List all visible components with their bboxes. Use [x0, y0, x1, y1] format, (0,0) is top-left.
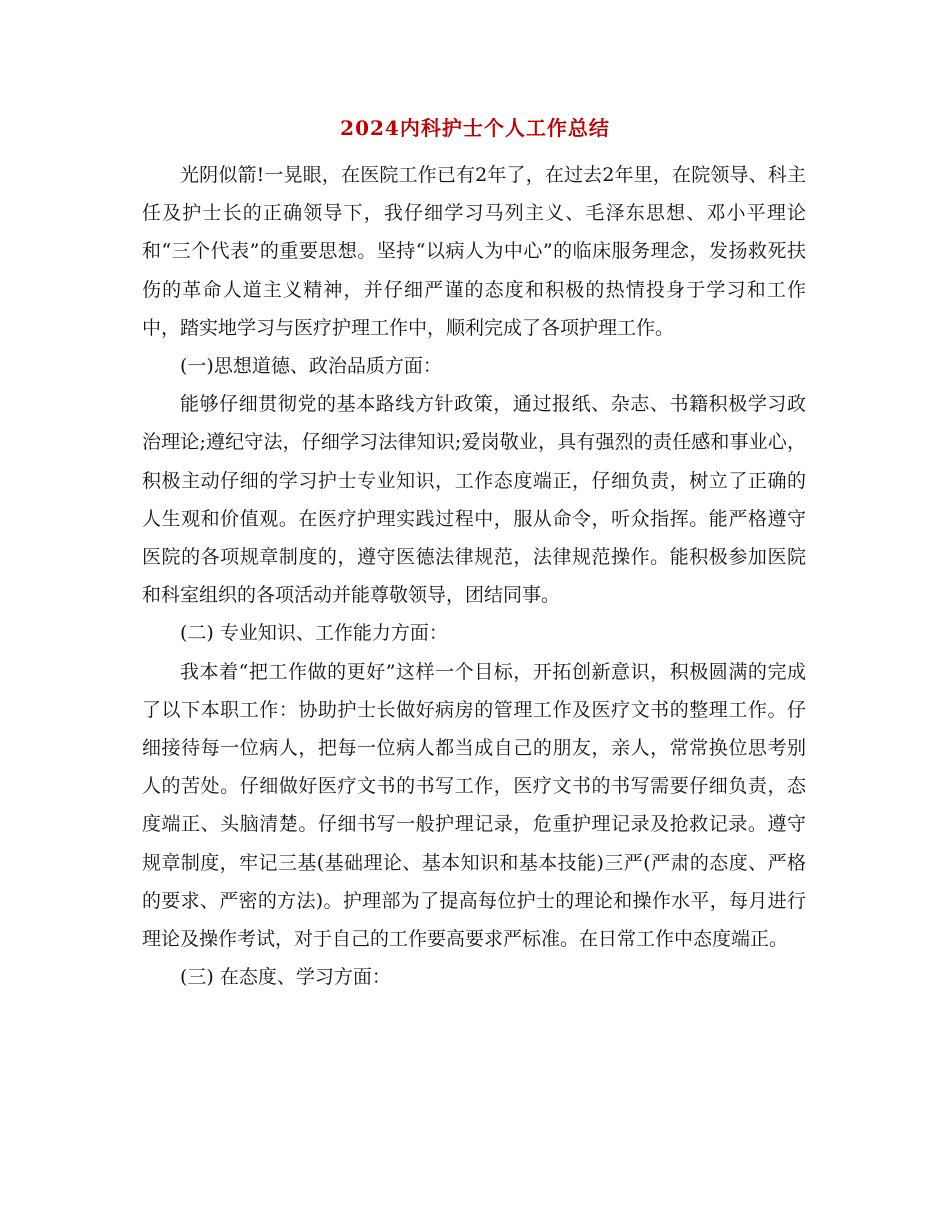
- section-heading-2: (二) 专业知识、工作能力方面：: [180, 622, 448, 645]
- section-heading-3: (三) 在态度、学习方面：: [180, 966, 391, 989]
- document-body: [142, 156, 806, 996]
- paragraph-section-2: 我本着“把工作做的更好”这样一个目标，开拓创新意识，积极圆满的完成了以下本职工作：协助护士长做好病房的管理工作及医疗文书的整理工作。仔细接待每一位病人，把每一位病人都当成自己的朋友，亲人，常常换位思考别人的苦处。仔细做好医疗文书的书写工作，医疗文书的书写需要仔细负责，态度端正、头脑清楚。仔细书写一般护理记录，危重护理记录及抢救记录。遵守规章制度，牢记三基(基础理论、基本知识和基本技能)三严(严肃的态度、严格的要求、严密的方法)。护理部为了提高每位护士的理论和操作水平，每月进行理论及操作考试，对于自己的工作要高要求严标准。在日常工作中态度端正。: [142, 660, 806, 951]
- paragraph-section-1: 能够仔细贯彻党的基本路线方针政策，通过报纸、杂志、书籍积极学习政治理论;遵纪守法，仔细学习法律知识;爱岗敬业，具有强烈的责任感和事业心，积极主动仔细的学习护士专业知识，工作态度端正，仔细负责，树立了正确的人生观和价值观。在医疗护理实践过程中，服从命令，听众指挥。能严格遵守医院的各项规章制度的，遵守医德法律规范，法律规范操作。能积极参加医院和科室组织的各项活动并能尊敬领导，团结同事。: [142, 393, 806, 607]
- paragraph-intro: 光阴似箭!一晃眼，在医院工作已有2年了，在过去2年里，在院领导、科主任及护士长的正确领导下，我仔细学习马列主义、毛泽东思想、邓小平理论和“三个代表”的重要思想。坚持“以病人为中心”的临床服务理念，发扬救死扶伤的革命人道主义精神，并仔细严谨的态度和积极的热情投身于学习和工作中，踏实地学习与医疗护理工作中，顺利完成了各项护理工作。: [142, 164, 806, 339]
- document-title: 2024内科护士个人工作总结: [340, 116, 610, 140]
- section-heading-1: (一)思想道德、政治品质方面：: [180, 355, 442, 378]
